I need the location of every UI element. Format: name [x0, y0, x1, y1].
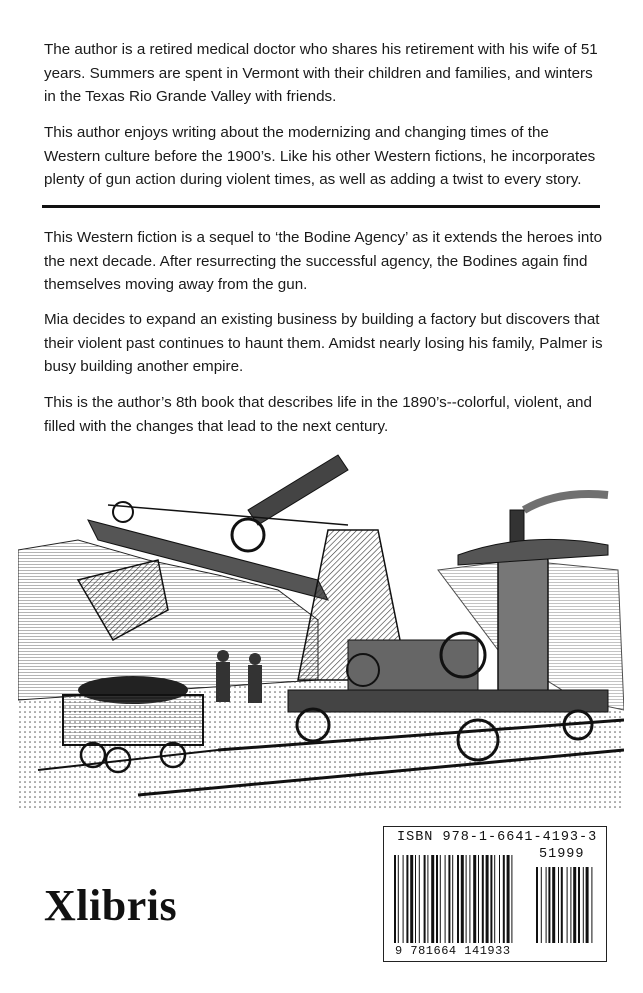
price-barcode-bar — [536, 867, 538, 943]
barcode-bar — [461, 855, 464, 943]
barcode-bar — [490, 855, 492, 943]
steam-shovel-illustration — [18, 450, 624, 810]
barcode-digits: 9 781664 141933 — [395, 944, 511, 958]
price-barcode-bar — [578, 867, 580, 943]
barcode-bar — [419, 855, 420, 943]
author-bio-paragraph-1: The author is a retired medical doctor who shares his retirement with his wife of 51 years. Summers are spent in Vermont with their children and families, and winters in the Texas Rio Grande Valley with friends. — [44, 41, 598, 105]
price-barcode-bar — [586, 867, 589, 943]
barcode-bar — [448, 855, 450, 943]
barcode-bar — [469, 855, 470, 943]
price-barcode-bar — [558, 867, 559, 943]
barcode-bar — [424, 855, 426, 943]
price-barcode-bar — [573, 867, 576, 943]
barcode-bar — [406, 855, 408, 943]
barcode-bar — [410, 855, 413, 943]
barcode-bar — [403, 855, 404, 943]
barcode-bar — [436, 855, 438, 943]
barcode-bar — [503, 855, 505, 943]
section-divider — [42, 205, 600, 208]
publisher-logo: Xlibris — [44, 881, 178, 930]
barcode-bar — [440, 855, 441, 943]
barcode-bar — [466, 855, 467, 943]
barcode-bar — [431, 855, 434, 943]
price-barcode-bar — [546, 867, 547, 943]
barcode-bar — [473, 855, 476, 943]
barcode-bar — [394, 855, 396, 943]
price-barcode-bar — [570, 867, 571, 943]
blurb-paragraph-2: Mia decides to expand an existing business by building a factory but discovers that their violent past continues to haunt them. Amidst nearly losing his family, Palmer is busy building another empire. — [44, 311, 603, 375]
price-barcode-bar — [552, 867, 555, 943]
barcode-bar — [511, 855, 512, 943]
barcode-bar — [478, 855, 479, 943]
author-bio-paragraph-2: This author enjoys writing about the modernizing and changing times of the Western culture before the 1900’s. Like his other Western fictions, he incorporates plenty of gun action during violent times, as well as adding a twist to every story. — [44, 124, 596, 188]
barcode-bar — [486, 855, 489, 943]
barcode-bar — [427, 855, 428, 943]
price-barcode-bar — [591, 867, 592, 943]
blurb-paragraph-1: This Western fiction is a sequel to ‘the Bodine Agency’ as it extends the heroes into the next decade. After resurrecting the successful agency, the Bodines again find themselves moving away from the gun. — [44, 229, 603, 293]
blurb-paragraph-3: This is the author’s 8th book that describes life in the 1890’s--colorful, violent, and filled with the changes that lead to the next century. — [44, 394, 592, 435]
price-barcode-bar — [561, 867, 563, 943]
barcode-bar — [415, 855, 416, 943]
barcode-bar — [482, 855, 484, 943]
price-code: 51999 — [539, 847, 585, 862]
barcode-bar — [457, 855, 459, 943]
barcode-bar — [494, 855, 495, 943]
isbn-label: ISBN 978-1-6641-4193-3 — [397, 830, 598, 845]
price-barcode-bar — [548, 867, 550, 943]
barcode-bar — [398, 855, 399, 943]
price-barcode-bar — [567, 867, 568, 943]
price-barcode-bar — [583, 867, 584, 943]
price-barcode-bar — [541, 867, 542, 943]
barcode-bar — [445, 855, 446, 943]
barcode-bar — [452, 855, 453, 943]
barcode-bar — [499, 855, 500, 943]
barcode-bar — [507, 855, 510, 943]
